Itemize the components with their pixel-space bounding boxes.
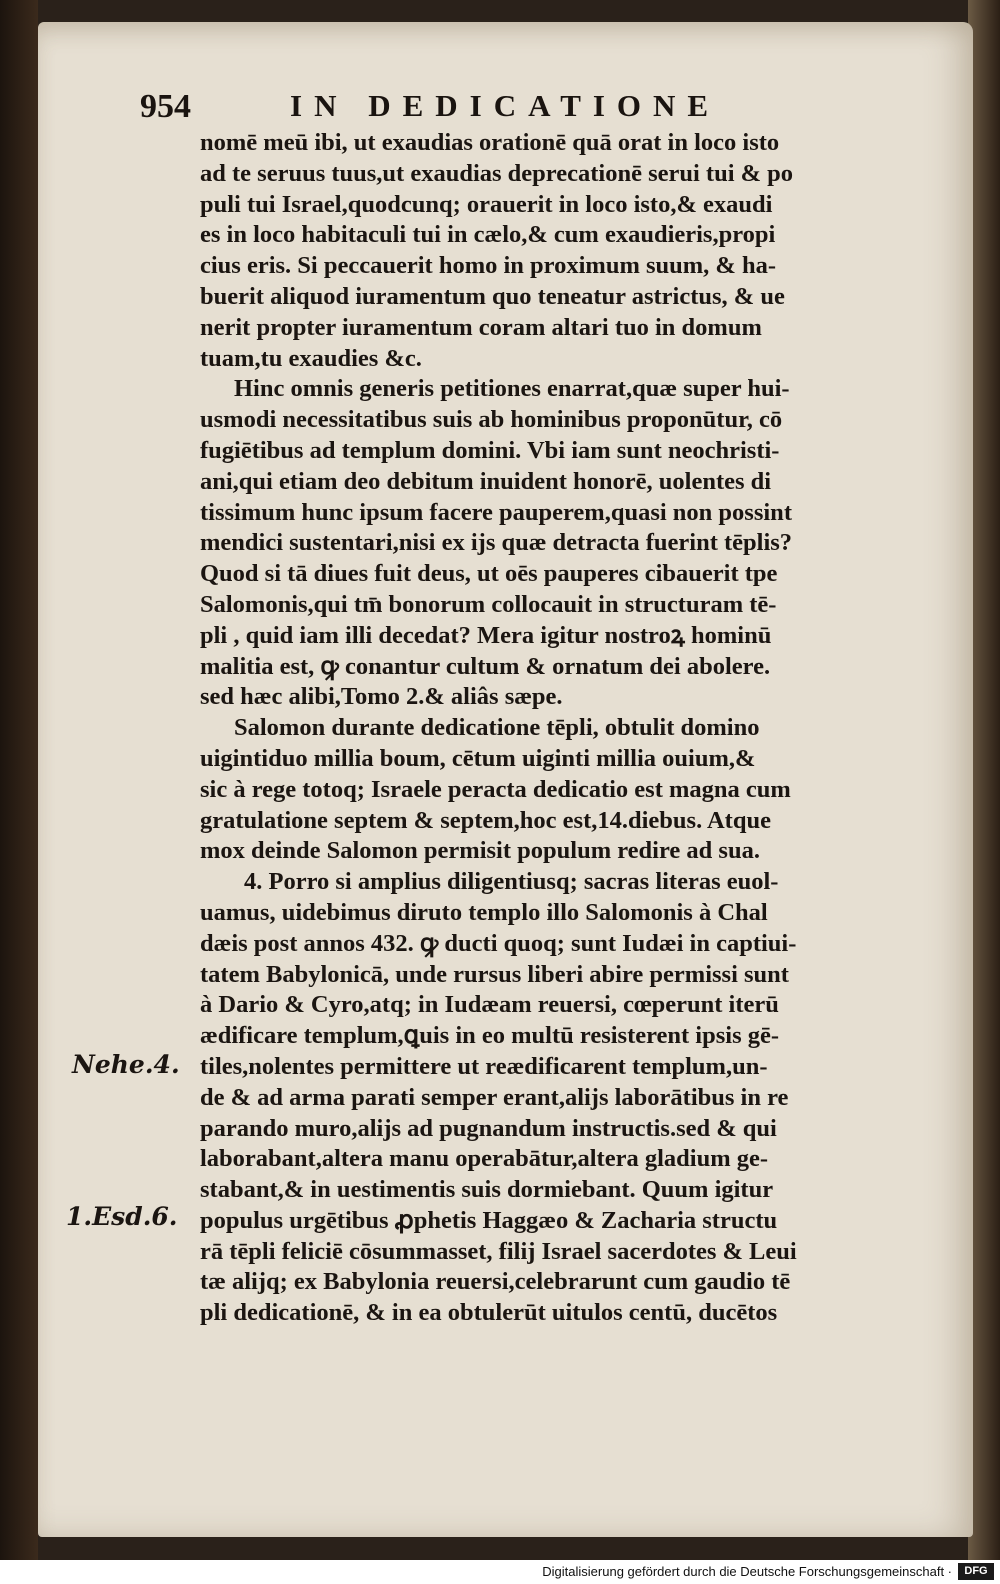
digitization-credit: Digitalisierung gefördert durch die Deutsche Forschungsgemeinschaft · — [542, 1564, 952, 1579]
text-line: ani,qui etiam deo debitum inuident honorē, uolentes di — [200, 467, 772, 495]
text-line: mendici sustentari,nisi ex ijs quæ detracta fuerint tēplis? — [200, 529, 793, 557]
text-line: de & ad arma parati semper erant,alijs laborātibus in re — [200, 1083, 789, 1111]
text-line: sic à rege totoq; Israele peracta dedicatio est magna cum — [200, 775, 791, 803]
book-edge-left — [0, 0, 38, 1584]
text-line: pli , quid iam illi decedat? Mera igitur nostroꝝ hominū — [200, 621, 772, 649]
text-line: tissimum hunc ipsum facere pauperem,quasi non possint — [200, 498, 792, 526]
text-line: rā tēpli feliciē cōsummasset, filij Israel sacerdotes & Leui — [200, 1237, 797, 1265]
text-line: tiles,nolentes permittere ut reædificarent templum,un- — [200, 1052, 768, 1080]
text-line: malitia est, ꝙ conantur cultum & ornatum dei abolere. — [200, 652, 771, 680]
text-line: ædificare templum,ꝗuis in eo multū resisterent ipsis gē- — [200, 1022, 780, 1050]
page-header — [140, 88, 820, 128]
text-line: dæis post annos 432. ꝙ ducti quoq; sunt Iudæi in captiui- — [200, 929, 797, 957]
text-line: uigintiduo millia boum, cētum uiginti millia ouium,& — [200, 744, 756, 772]
margin-note-esdras: 1.Esd.6. — [66, 1202, 178, 1231]
running-head: IN DEDICATIONE — [290, 88, 721, 123]
text-line: à Dario & Cyro,atq; in Iudæam reuersi, cœperunt iterū — [200, 991, 779, 1019]
text-line: parando muro,alijs ad pugnandum instructis.sed & qui — [200, 1114, 777, 1142]
text-line: laborabant,altera manu operabātur,altera gladium ge- — [200, 1145, 769, 1173]
text-line: nerit propter iuramentum coram altari tuo in domum — [200, 313, 762, 341]
text-line: tuam,tu exaudies &c. — [200, 344, 422, 372]
text-line: buerit aliquod iuramentum quo teneatur astrictus, & ue — [200, 282, 785, 310]
body-text — [200, 128, 920, 1329]
margin-note-nehemiah: Nehe.4. — [72, 1050, 180, 1079]
text-line: nomē meū ibi, ut exaudias orationē quā orat in loco isto — [200, 129, 780, 156]
text-line: stabant,& in uestimentis suis dormiebant. Quum igitur — [200, 1176, 774, 1204]
text-line: cius eris. Si peccauerit homo in proximum suum, & ha- — [200, 252, 776, 280]
text-line: es in loco habitaculi tui in cælo,& cum exaudieris,propi — [200, 221, 776, 249]
text-line: fugiētibus ad templum domini. Vbi iam sunt neochristi- — [200, 436, 780, 464]
text-line: uamus, uidebimus diruto templo illo Salomonis à Chal — [200, 898, 768, 926]
text-line: tatem Babylonicā, unde rursus liberi abire permissi sunt — [200, 960, 789, 988]
text-line: tæ alijq; ex Babylonia reuersi,celebrarunt cum gaudio tē — [200, 1268, 791, 1296]
text-line: sed hæc alibi,Tomo 2.& aliâs sæpe. — [200, 683, 563, 711]
footer-strip — [0, 1560, 1000, 1584]
text-line: pli dedicationē, & in ea obtulerūt uitulos centū, ducētos — [200, 1299, 778, 1327]
text-line: Quod si tā diues fuit deus, ut oēs pauperes cibauerit tpe — [200, 560, 778, 588]
text-line: mox deinde Salomon permisit populum redire ad sua. — [200, 837, 760, 865]
paragraph-start-line: Hinc omnis generis petitiones enarrat,quæ super hui- — [234, 375, 790, 403]
text-line: Salomonis,qui tm̄ bonorum collocauit in structuram tē- — [200, 590, 777, 618]
paragraph-start-line: 4. Porro si amplius diligentiusq; sacras literas euol- — [244, 868, 779, 896]
text-line: usmodi necessitatibus suis ab hominibus proponūtur, cō — [200, 406, 783, 434]
page-number: 954 — [140, 88, 191, 125]
text-line: ad te seruus tuus,ut exaudias deprecationē serui tui & po — [200, 159, 794, 187]
text-line: populus urgētibus ꝓphetis Haggæo & Zacharia structu — [200, 1206, 778, 1234]
text-line: puli tui Israel,quodcunq; orauerit in loco isto,& exaudi — [200, 190, 773, 218]
paragraph-start-line: Salomon durante dedicatione tēpli, obtulit domino — [234, 714, 760, 742]
dfg-logo: DFG — [958, 1563, 994, 1580]
text-line: gratulatione septem & septem,hoc est,14.diebus. Atque — [200, 806, 771, 834]
